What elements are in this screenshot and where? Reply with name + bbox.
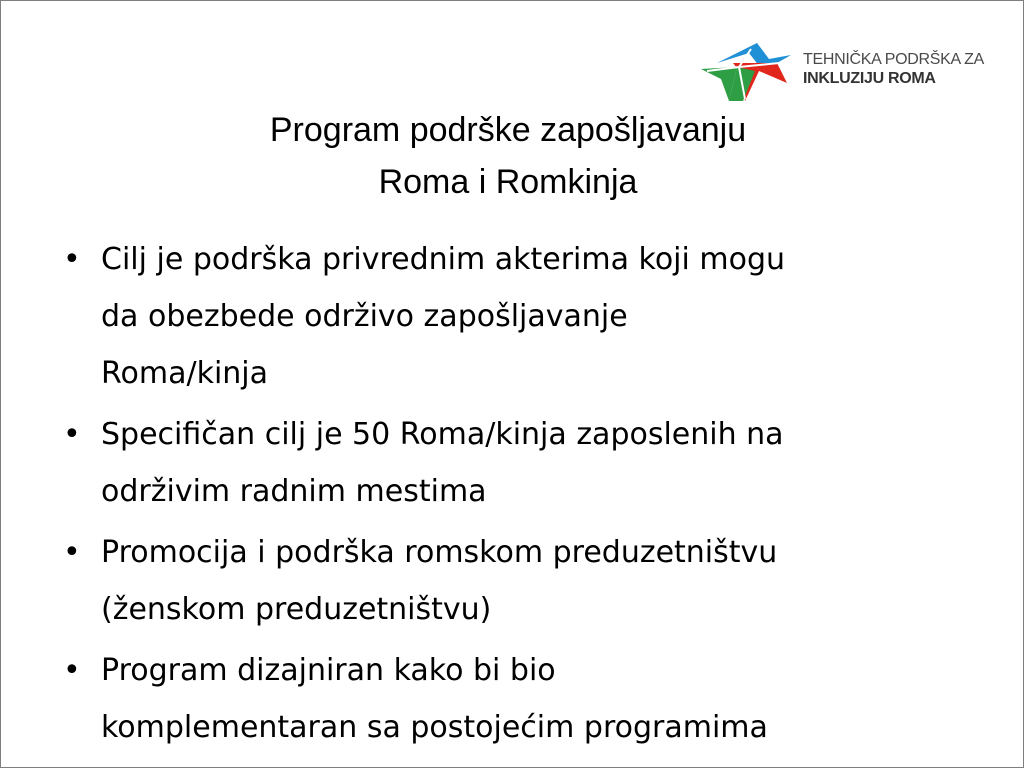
bullet-line: Roma/kinja [101,356,269,391]
bullet-marker: • [63,535,81,570]
bullet-item [59,231,979,402]
bullet-line: (ženskom preduzetništvu) [101,592,492,627]
bullet-line: Specifičan cilj je 50 Roma/kinja zaposlenih na [101,417,784,452]
logo [699,41,1009,103]
bullet-item [59,642,979,756]
bullet-item [59,524,979,638]
slide-title-line1: Program podrške zapošljavanju [269,111,747,149]
bullet-line: da obezbede održivo zapošljavanje [101,299,628,334]
logo-text-line2: INKLUZIJU ROMA [803,70,936,87]
bullet-list [59,231,979,760]
bullet-line: Program dizajniran kako bi bio [101,653,556,688]
bullet-line: Promocija i podrška romskom preduzetništvu [101,535,778,570]
slide-title-line2: Roma i Romkinja [378,163,638,201]
logo-star-icon [699,41,795,103]
bullet-marker: • [63,242,81,277]
bullet-line: održivim radnim mestima [101,474,487,509]
bullet-item [59,406,979,520]
bullet-marker: • [63,417,81,452]
bullet-line: komplementaran sa postojećim programima [101,710,768,745]
bullet-marker: • [63,653,81,688]
logo-text-line1: TEHNIČKA PODRŠKA ZA [803,51,985,68]
bullet-line: Cilj je podrška privrednim akterima koji mogu [101,242,786,277]
